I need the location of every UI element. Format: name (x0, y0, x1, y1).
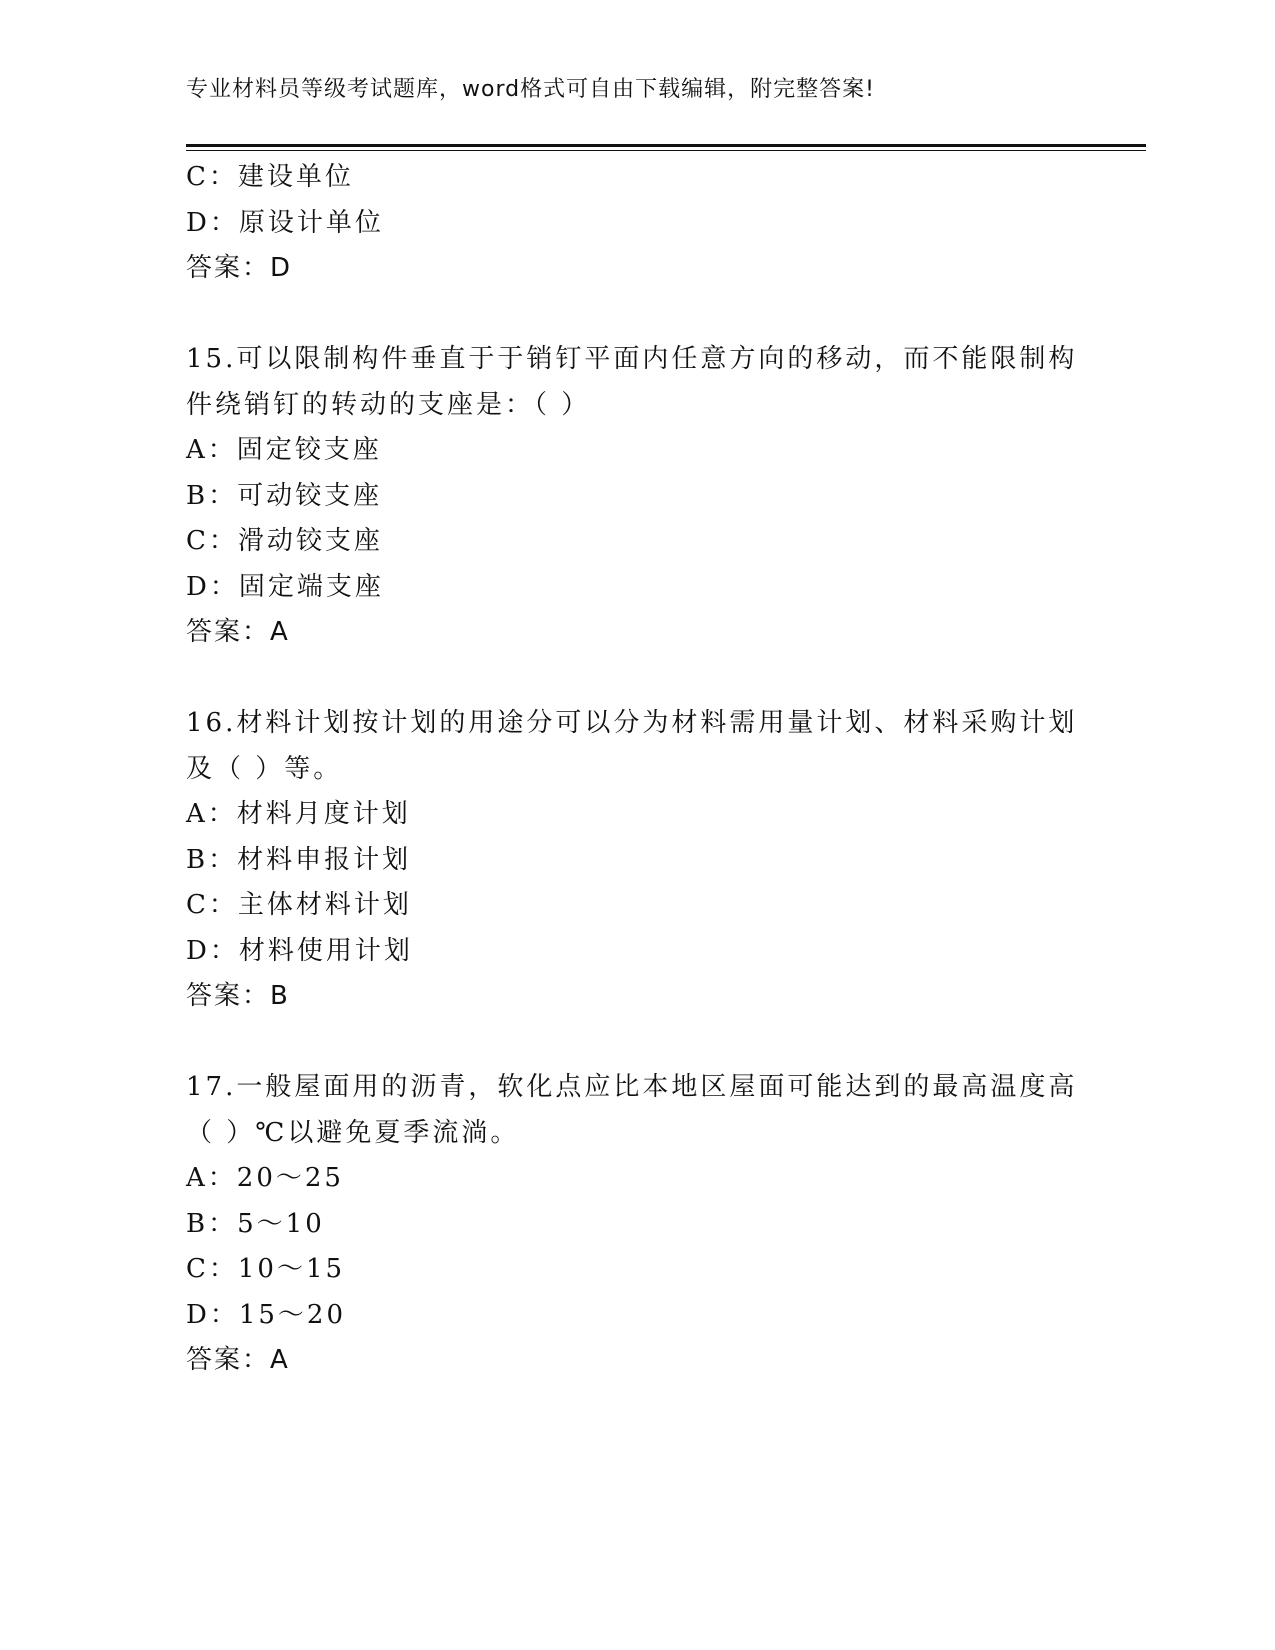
question-stem-line: 17.一般屋面用的沥青，软化点应比本地区屋面可能达到的最高温度高 (186, 1072, 1078, 1102)
header-rule-thin (186, 150, 1146, 151)
question-17 (186, 1065, 1086, 1384)
spacer (186, 292, 1086, 338)
question-stem-line: 15.可以限制构件垂直于于销钉平面内任意方向的移动，而不能限制构 (186, 344, 1078, 374)
option-c: C：滑动铰支座 (186, 526, 383, 556)
spacer (186, 656, 1086, 702)
answer-line: 答案：B (186, 981, 290, 1011)
question-stem-line: （ ）℃以避免夏季流淌。 (186, 1117, 520, 1148)
option-a: A：材料月度计划 (186, 799, 411, 829)
option-c: C：主体材料计划 (186, 890, 412, 920)
answer-line: 答案：A (186, 617, 290, 647)
option-b: B：可动铰支座 (186, 480, 383, 511)
carryover-block (186, 155, 1086, 292)
option-c: C：建设单位 (186, 162, 354, 192)
header-rule-thick (186, 144, 1146, 147)
question-content (186, 155, 1086, 1384)
option-d: D：原设计单位 (186, 207, 384, 238)
spacer (186, 1020, 1086, 1066)
question-stem-line: 件绕销钉的转动的支座是：（ ） (186, 389, 591, 420)
option-b: B：5～10 (186, 1208, 325, 1239)
answer-line: 答案：A (186, 1345, 290, 1375)
option-d: D：15～20 (186, 1299, 347, 1330)
option-b: B：材料申报计划 (186, 844, 412, 875)
option-a: A：固定铰支座 (186, 435, 382, 465)
option-a: A：20～25 (186, 1163, 344, 1193)
question-stem-line: 及（ ）等。 (186, 753, 343, 784)
question-stem-line: 16.材料计划按计划的用途分可以分为材料需用量计划、材料采购计划 (186, 708, 1078, 738)
answer-line: 答案：D (186, 253, 293, 283)
option-d: D：固定端支座 (186, 571, 384, 602)
question-16 (186, 701, 1086, 1020)
option-c: C：10～15 (186, 1254, 346, 1284)
page-header: 专业材料员等级考试题库，word格式可自由下载编辑，附完整答案! (186, 77, 875, 102)
question-15 (186, 337, 1086, 656)
option-d: D：材料使用计划 (186, 935, 413, 966)
